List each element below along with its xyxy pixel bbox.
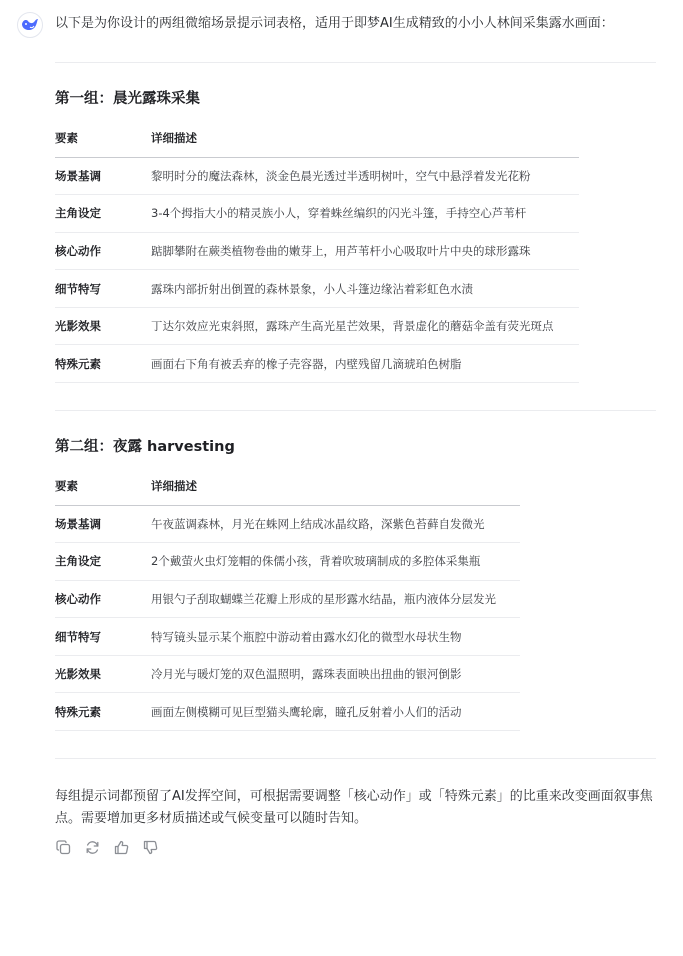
row-description: 用银勺子刮取蝴蝶兰花瓣上形成的星形露水结晶，瓶内液体分层发光 [151,580,520,618]
table-row [55,195,579,233]
row-key: 核心动作 [55,232,151,270]
group-2-title: 第二组：夜露 harvesting [55,439,235,455]
row-key: 特殊元素 [55,345,151,383]
thumbs-up-icon [114,840,129,855]
thumbs-down-icon [143,840,158,855]
row-key: 光影效果 [55,655,151,693]
row-description: 黎明时分的魔法森林，淡金色晨光透过半透明树叶，空气中悬浮着发光花粉 [151,157,579,195]
intro-text: 以下是为你设计的两组微缩场景提示词表格，适用于即梦AI生成精致的小小人林间采集露水画面： [55,16,614,31]
table-header-row [55,119,579,157]
table-row [55,580,520,618]
whale-logo-icon [21,18,39,32]
header-description: 详细描述 [151,119,579,157]
row-key: 场景基调 [55,157,151,195]
row-description: 踮脚攀附在蕨类植物卷曲的嫩芽上，用芦苇杆小心吸取叶片中央的球形露珠 [151,232,579,270]
row-description: 2个戴萤火虫灯笼帽的侏儒小孩，背着吹玻璃制成的多腔体采集瓶 [151,543,520,581]
row-description: 冷月光与暖灯笼的双色温照明，露珠表面映出扭曲的银河倒影 [151,655,520,693]
table-row [55,157,579,195]
row-key: 细节特写 [55,270,151,308]
regenerate-button[interactable] [84,839,100,855]
row-key: 主角设定 [55,195,151,233]
table-row [55,345,579,383]
outro-text: 每组提示词都预留了AI发挥空间，可根据需要调整「核心动作」或「特殊元素」的比重来改变画面叙事焦点。需要增加更多材质描述或气候变量可以随时告知。 [55,789,653,826]
table-header-row [55,467,520,505]
row-description: 露珠内部折射出倒置的森林景象，小人斗篷边缘沾着彩虹色水渍 [151,270,579,308]
copy-icon [56,840,71,855]
row-key: 主角设定 [55,543,151,581]
row-description: 特写镜头显示某个瓶腔中游动着由露水幻化的微型水母状生物 [151,618,520,656]
row-description: 画面左侧模糊可见巨型猫头鹰轮廓，瞳孔反射着小人们的活动 [151,693,520,731]
table-row [55,270,579,308]
table-row [55,232,579,270]
table-row [55,618,520,656]
row-description: 午夜蓝调森林，月光在蛛网上结成冰晶纹路，深紫色苔藓自发微光 [151,505,520,543]
row-key: 场景基调 [55,505,151,543]
group-2-table [55,467,520,731]
divider [55,758,656,759]
divider [55,410,656,411]
row-key: 光影效果 [55,307,151,345]
table-row [55,505,520,543]
group-1-title: 第一组：晨光露珠采集 [55,91,200,107]
header-description: 详细描述 [151,467,520,505]
message-actions [55,839,158,855]
table-row [55,655,520,693]
table-row [55,543,520,581]
divider [55,62,656,63]
like-button[interactable] [113,839,129,855]
copy-button[interactable] [55,839,71,855]
row-description: 3-4个拇指大小的精灵族小人，穿着蛛丝编织的闪光斗篷，手持空心芦苇杆 [151,195,579,233]
dislike-button[interactable] [142,839,158,855]
table-row [55,693,520,731]
group-1-table [55,119,579,383]
table-row [55,307,579,345]
header-element: 要素 [55,119,151,157]
regenerate-icon [85,840,100,855]
header-element: 要素 [55,467,151,505]
row-key: 特殊元素 [55,693,151,731]
row-description: 丁达尔效应光束斜照，露珠产生高光星芒效果，背景虚化的蘑菇伞盖有荧光斑点 [151,307,579,345]
row-description: 画面右下角有被丢弃的橡子壳容器，内壁残留几滴琥珀色树脂 [151,345,579,383]
row-key: 核心动作 [55,580,151,618]
row-key: 细节特写 [55,618,151,656]
assistant-avatar [17,12,43,38]
